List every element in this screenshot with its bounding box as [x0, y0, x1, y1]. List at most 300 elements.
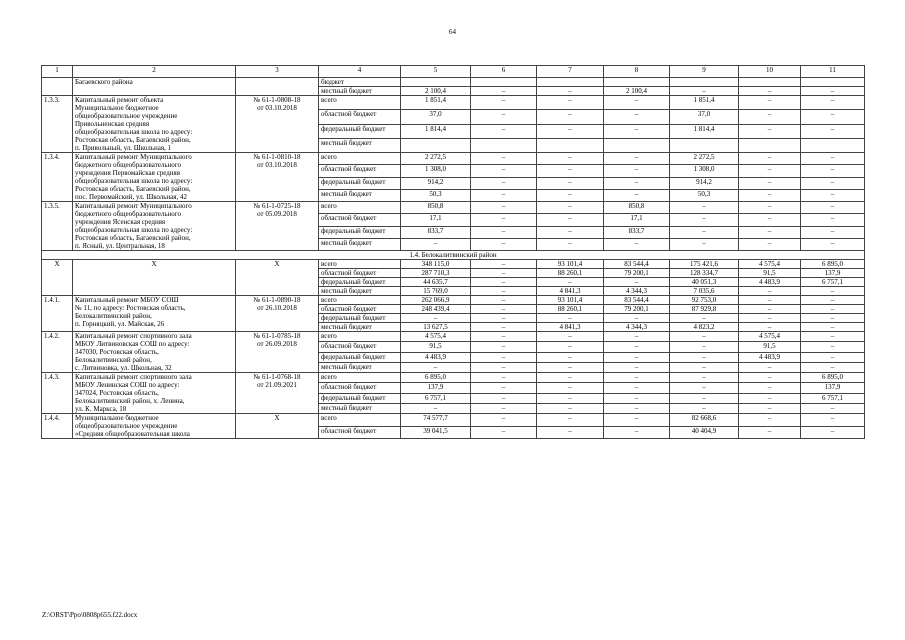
amount-cell: –	[471, 314, 537, 323]
amount-cell: 6 757,1	[801, 278, 865, 287]
funding-source: всего	[319, 296, 401, 305]
cell-line: Привольненская средняя	[75, 120, 150, 128]
item-number: X	[42, 260, 73, 296]
amount-cell: –	[801, 403, 865, 413]
object-name	[73, 153, 236, 202]
object-name	[73, 414, 236, 439]
page-number: 64	[449, 28, 456, 36]
amount-cell: –	[670, 403, 739, 413]
amount-cell: 4 575,4	[401, 332, 471, 342]
item-number: 1.4.4.	[42, 414, 73, 439]
document-reference	[236, 296, 319, 332]
amount-cell: 4 823,2	[670, 323, 739, 332]
amount-cell: 37,0	[401, 110, 471, 124]
amount-cell: 833,7	[604, 226, 670, 238]
object-name	[73, 332, 236, 373]
amount-cell: –	[604, 96, 670, 110]
amount-cell: –	[739, 314, 801, 323]
amount-cell: –	[801, 287, 865, 296]
cell-line: Капитальный ремонт Муниципального	[75, 153, 192, 161]
cell-line: общеобразовательная школа по адресу:	[75, 177, 193, 185]
table-row	[42, 296, 865, 305]
amount-cell: –	[739, 373, 801, 383]
cell-line: с. Литвиновка, ул. Школьная, 32	[75, 364, 172, 372]
amount-cell: 1 814,4	[670, 124, 739, 138]
amount-cell: 137,9	[401, 383, 471, 393]
amount-cell: –	[739, 305, 801, 314]
amount-cell: –	[471, 342, 537, 352]
amount-cell: –	[471, 189, 537, 201]
table-row	[42, 414, 865, 427]
amount-cell: –	[471, 214, 537, 226]
cell-line: X	[274, 414, 280, 422]
amount-cell	[604, 138, 670, 152]
cell-line: от 21.09.2021	[257, 381, 297, 389]
amount-cell: 4 483,9	[401, 352, 471, 362]
amount-cell: –	[471, 362, 537, 372]
column-number: 7	[537, 66, 604, 78]
amount-cell	[739, 138, 801, 152]
amount-cell: –	[801, 202, 865, 214]
amount-cell: 13 627,5	[401, 323, 471, 332]
amount-cell: –	[801, 177, 865, 189]
amount-cell: –	[401, 238, 471, 250]
amount-cell: 37,0	[670, 110, 739, 124]
amount-cell: –	[537, 383, 604, 393]
amount-cell: 87 929,8	[670, 305, 739, 314]
amount-cell: –	[471, 383, 537, 393]
amount-cell	[801, 78, 865, 87]
cell-line: Ростовская область, Багаевский район,	[75, 234, 191, 242]
amount-cell: 1 308,0	[670, 165, 739, 177]
amount-cell: –	[670, 342, 739, 352]
item-number: 1.4.1.	[42, 296, 73, 332]
amount-cell: –	[537, 96, 604, 110]
amount-cell	[739, 78, 801, 87]
column-number: 2	[73, 66, 236, 78]
amount-cell: 2 100,4	[604, 87, 670, 96]
amount-cell: –	[801, 189, 865, 201]
amount-cell: –	[801, 153, 865, 165]
column-number: 9	[670, 66, 739, 78]
amount-cell: 93 101,4	[537, 260, 604, 269]
amount-cell: –	[537, 393, 604, 403]
amount-cell: –	[537, 278, 604, 287]
document-reference	[236, 153, 319, 202]
amount-cell: –	[471, 238, 537, 250]
amount-cell: –	[537, 165, 604, 177]
amount-cell: –	[604, 414, 670, 427]
document-reference	[236, 332, 319, 373]
document-reference	[236, 96, 319, 153]
amount-cell: 39 041,5	[401, 426, 471, 439]
amount-cell: –	[739, 153, 801, 165]
document-reference	[236, 414, 319, 439]
amount-cell: –	[471, 96, 537, 110]
amount-cell: 248 439,4	[401, 305, 471, 314]
amount-cell: 1 851,4	[401, 96, 471, 110]
amount-cell: –	[739, 165, 801, 177]
cell-line: № 61-1-0725-18	[253, 202, 301, 210]
cell-line: X	[151, 260, 157, 268]
amount-cell: –	[604, 352, 670, 362]
amount-cell: 4 841,3	[537, 287, 604, 296]
cell-line: Капитальный ремонт МБОУ СОШ	[75, 296, 179, 304]
amount-cell: –	[801, 352, 865, 362]
amount-cell: –	[739, 383, 801, 393]
cell-line: № 61-1-0890-18	[253, 296, 301, 304]
amount-cell: –	[471, 226, 537, 238]
amount-cell: –	[537, 352, 604, 362]
cell-line: пос. Первомайский, ул. Школьная, 42	[75, 193, 188, 201]
item-number: 1.3.4.	[42, 153, 73, 202]
amount-cell: –	[739, 96, 801, 110]
amount-cell: –	[471, 287, 537, 296]
amount-cell: –	[670, 314, 739, 323]
amount-cell	[604, 78, 670, 87]
column-number: 11	[801, 66, 865, 78]
amount-cell: –	[537, 214, 604, 226]
amount-cell: –	[471, 177, 537, 189]
amount-cell: –	[401, 362, 471, 372]
funding-source: областной бюджет	[319, 383, 401, 393]
cell-line: учреждения Первомайская средняя	[75, 169, 180, 177]
cell-line: от 03.10.2018	[257, 161, 297, 169]
amount-cell: –	[739, 202, 801, 214]
cell-line: учреждения Ясенская средняя	[75, 218, 166, 226]
cell-line: п. Ясный, ул. Центральная, 18	[75, 242, 165, 250]
amount-cell	[401, 138, 471, 152]
funding-source: всего	[319, 202, 401, 214]
table-row	[42, 332, 865, 342]
amount-cell: –	[739, 393, 801, 403]
amount-cell: 4 483,9	[739, 278, 801, 287]
column-number: 6	[471, 66, 537, 78]
table-row	[42, 153, 865, 165]
amount-cell: 4 841,3	[537, 323, 604, 332]
funding-source: федеральный бюджет	[319, 352, 401, 362]
cell-line: 347024, Ростовская область,	[75, 389, 159, 397]
amount-cell: –	[537, 403, 604, 413]
amount-cell: –	[801, 110, 865, 124]
amount-cell: –	[471, 269, 537, 278]
amount-cell: 6 757,1	[801, 393, 865, 403]
column-number: 10	[739, 66, 801, 78]
column-number: 1	[42, 66, 73, 78]
document-reference	[236, 260, 319, 296]
funding-source: местный бюджет	[319, 287, 401, 296]
object-name	[73, 296, 236, 332]
cell-line: № 61-1-0785-18	[253, 332, 301, 340]
amount-cell: –	[604, 362, 670, 372]
amount-cell: –	[471, 403, 537, 413]
amount-cell: –	[537, 426, 604, 439]
amount-cell: 175 421,6	[670, 260, 739, 269]
amount-cell: –	[739, 426, 801, 439]
cell-line: МБОУ Литвиновская СОШ по адресу:	[75, 340, 190, 348]
amount-cell: 50,3	[670, 189, 739, 201]
cell-line: Капитальный ремонт Муниципального	[75, 202, 192, 210]
amount-cell: –	[739, 226, 801, 238]
amount-cell: 348 115,0	[401, 260, 471, 269]
cell-line: Белокалитвинский район,	[75, 356, 152, 364]
amount-cell: 2 272,5	[670, 153, 739, 165]
amount-cell: 91,5	[401, 342, 471, 352]
cell-line: Капитальный ремонт объекта	[75, 96, 164, 104]
amount-cell: 833,7	[401, 226, 471, 238]
amount-cell: 914,2	[401, 177, 471, 189]
amount-cell: –	[604, 278, 670, 287]
amount-cell: –	[471, 153, 537, 165]
document-reference	[236, 78, 319, 96]
amount-cell: –	[604, 153, 670, 165]
cell-line: X	[274, 260, 280, 268]
amount-cell: –	[471, 323, 537, 332]
funding-source: областной бюджет	[319, 342, 401, 352]
amount-cell: 92 753,0	[670, 296, 739, 305]
amount-cell: –	[537, 153, 604, 165]
amount-cell: –	[537, 110, 604, 124]
cell-line: № 61-1-0808-18	[253, 96, 301, 104]
amount-cell: 914,2	[670, 177, 739, 189]
amount-cell: –	[739, 110, 801, 124]
cell-line: № 61-1-0768-18	[253, 373, 301, 381]
amount-cell: 82 668,6	[670, 414, 739, 427]
amount-cell: –	[739, 238, 801, 250]
amount-cell: –	[739, 414, 801, 427]
amount-cell: 83 544,4	[604, 260, 670, 269]
cell-line: 347030, Ростовская область,	[75, 348, 159, 356]
amount-cell: –	[537, 177, 604, 189]
column-number: 3	[236, 66, 319, 78]
amount-cell: –	[739, 214, 801, 226]
funding-source: всего	[319, 373, 401, 383]
funding-source: местный бюджет	[319, 189, 401, 201]
amount-cell: –	[801, 426, 865, 439]
amount-cell: –	[537, 414, 604, 427]
amount-cell: –	[739, 177, 801, 189]
amount-cell: –	[739, 296, 801, 305]
amount-cell: –	[604, 189, 670, 201]
amount-cell: –	[471, 373, 537, 383]
amount-cell: –	[401, 314, 471, 323]
amount-cell: –	[537, 314, 604, 323]
funding-source: местный бюджет	[319, 238, 401, 250]
funding-source: местный бюджет	[319, 403, 401, 413]
amount-cell: –	[739, 323, 801, 332]
object-name	[73, 373, 236, 414]
amount-cell: –	[670, 238, 739, 250]
item-number	[42, 78, 73, 96]
cell-line: Капитальный ремонт спортивного зала	[75, 373, 192, 381]
document-reference	[236, 373, 319, 414]
amount-cell: 262 066,9	[401, 296, 471, 305]
cell-line: от 26.10.2018	[257, 304, 297, 312]
amount-cell: 6 895,0	[401, 373, 471, 383]
amount-cell: –	[471, 426, 537, 439]
amount-cell: –	[739, 362, 801, 372]
amount-cell: 850,8	[604, 202, 670, 214]
amount-cell: –	[670, 87, 739, 96]
cell-line: бюджетного общеобразовательного	[75, 210, 181, 218]
amount-cell: –	[471, 305, 537, 314]
object-name	[73, 78, 236, 96]
funding-source: местный бюджет	[319, 362, 401, 372]
cell-line: от 26.09.2018	[257, 340, 297, 348]
column-number: 5	[401, 66, 471, 78]
amount-cell	[471, 138, 537, 152]
amount-cell: 2 100,4	[401, 87, 471, 96]
amount-cell: –	[670, 373, 739, 383]
amount-cell: 15 769,0	[401, 287, 471, 296]
funding-source: местный бюджет	[319, 323, 401, 332]
funding-source: всего	[319, 260, 401, 269]
amount-cell: 4 575,4	[739, 332, 801, 342]
funding-source: областной бюджет	[319, 110, 401, 124]
amount-cell: –	[739, 403, 801, 413]
amount-cell: 2 272,5	[401, 153, 471, 165]
amount-cell: 6 895,0	[801, 373, 865, 383]
cell-line: от 05.09.2018	[257, 210, 297, 218]
amount-cell: –	[604, 165, 670, 177]
cell-line: № 11, по адресу: Ростовская область,	[75, 304, 186, 312]
amount-cell: –	[604, 124, 670, 138]
amount-cell: 4 344,3	[604, 323, 670, 332]
cell-line: Ростовская область, Багаевский район,	[75, 136, 191, 144]
amount-cell: –	[801, 165, 865, 177]
amount-cell: –	[801, 296, 865, 305]
amount-cell: 1 814,4	[401, 124, 471, 138]
item-number: 1.3.5.	[42, 202, 73, 251]
section-row	[42, 251, 865, 260]
amount-cell: –	[604, 238, 670, 250]
object-name	[73, 260, 236, 296]
amount-cell: –	[670, 352, 739, 362]
amount-cell: 287 710,3	[401, 269, 471, 278]
amount-cell: 7 035,6	[670, 287, 739, 296]
table-row	[42, 78, 865, 87]
funding-source: федеральный бюджет	[319, 124, 401, 138]
amount-cell: –	[471, 393, 537, 403]
cell-line: МБОУ Ленинская СОШ по адресу:	[75, 381, 180, 389]
amount-cell: 17,1	[401, 214, 471, 226]
amount-cell: 50,3	[401, 189, 471, 201]
amount-cell: –	[739, 87, 801, 96]
amount-cell: 79 200,1	[604, 305, 670, 314]
amount-cell: 6 757,1	[401, 393, 471, 403]
amount-cell: –	[471, 260, 537, 269]
header-row	[42, 66, 865, 78]
amount-cell: –	[801, 314, 865, 323]
amount-cell: –	[537, 87, 604, 96]
amount-cell: 91,5	[739, 269, 801, 278]
amount-cell: –	[801, 414, 865, 427]
amount-cell: –	[471, 352, 537, 362]
table-row	[42, 96, 865, 110]
amount-cell: 137,9	[801, 383, 865, 393]
amount-cell: –	[604, 332, 670, 342]
cell-line: Капитальный ремонт спортивного зала	[75, 332, 192, 340]
amount-cell: –	[604, 383, 670, 393]
amount-cell: 850,8	[401, 202, 471, 214]
amount-cell: 74 577,7	[401, 414, 471, 427]
amount-cell: 1 851,4	[670, 96, 739, 110]
funding-source: всего	[319, 153, 401, 165]
funding-source: областной бюджет	[319, 305, 401, 314]
amount-cell	[801, 138, 865, 152]
amount-cell: –	[801, 323, 865, 332]
funding-source: федеральный бюджет	[319, 393, 401, 403]
funding-source: федеральный бюджет	[319, 314, 401, 323]
amount-cell: –	[471, 87, 537, 96]
amount-cell: –	[537, 226, 604, 238]
item-number: 1.3.3.	[42, 96, 73, 153]
amount-cell: –	[604, 342, 670, 352]
amount-cell: 1 308,0	[401, 165, 471, 177]
amount-cell: –	[801, 342, 865, 352]
funding-source: областной бюджет	[319, 269, 401, 278]
amount-cell: 44 635,7	[401, 278, 471, 287]
amount-cell: 4 483,9	[739, 352, 801, 362]
amount-cell: –	[471, 278, 537, 287]
amount-cell: –	[801, 362, 865, 372]
amount-cell: 91,5	[739, 342, 801, 352]
funding-source: федеральный бюджет	[319, 278, 401, 287]
funding-source: федеральный бюджет	[319, 177, 401, 189]
item-number: 1.4.2.	[42, 332, 73, 373]
cell-line: ул. К. Маркса, 18	[75, 405, 127, 413]
amount-cell: –	[537, 238, 604, 250]
amount-cell: –	[670, 214, 739, 226]
cell-line: Муниципальное бюджетное	[75, 414, 159, 422]
amount-cell: 88 260,1	[537, 269, 604, 278]
amount-cell: –	[801, 124, 865, 138]
amount-cell: 128 334,7	[670, 269, 739, 278]
amount-cell: –	[670, 226, 739, 238]
column-number: 8	[604, 66, 670, 78]
amount-cell: 79 200,1	[604, 269, 670, 278]
amount-cell: –	[801, 87, 865, 96]
amount-cell: 40 404,9	[670, 426, 739, 439]
amount-cell: –	[471, 124, 537, 138]
amount-cell: –	[739, 287, 801, 296]
amount-cell: 6 895,0	[801, 260, 865, 269]
cell-line: № 61-1-0810-18	[253, 153, 301, 161]
amount-cell: –	[604, 393, 670, 403]
budget-table	[41, 65, 865, 439]
amount-cell: –	[604, 403, 670, 413]
cell-line: общеобразовательное учреждение	[75, 112, 178, 120]
cell-line: Белокалитвинский район,	[75, 312, 152, 320]
amount-cell: –	[471, 332, 537, 342]
amount-cell: –	[537, 332, 604, 342]
cell-line: общеобразовательная школа по адресу:	[75, 128, 193, 136]
amount-cell	[537, 78, 604, 87]
amount-cell: –	[537, 362, 604, 372]
amount-cell: 88 260,1	[537, 305, 604, 314]
cell-line: Муниципальное бюджетное	[75, 104, 159, 112]
amount-cell: –	[739, 189, 801, 201]
amount-cell: 17,1	[604, 214, 670, 226]
amount-cell: –	[670, 202, 739, 214]
cell-line: общеобразовательное учреждение	[75, 422, 178, 430]
amount-cell	[401, 78, 471, 87]
amount-cell: –	[670, 362, 739, 372]
amount-cell	[471, 78, 537, 87]
amount-cell: –	[537, 342, 604, 352]
document-reference	[236, 202, 319, 251]
funding-source: областной бюджет	[319, 165, 401, 177]
